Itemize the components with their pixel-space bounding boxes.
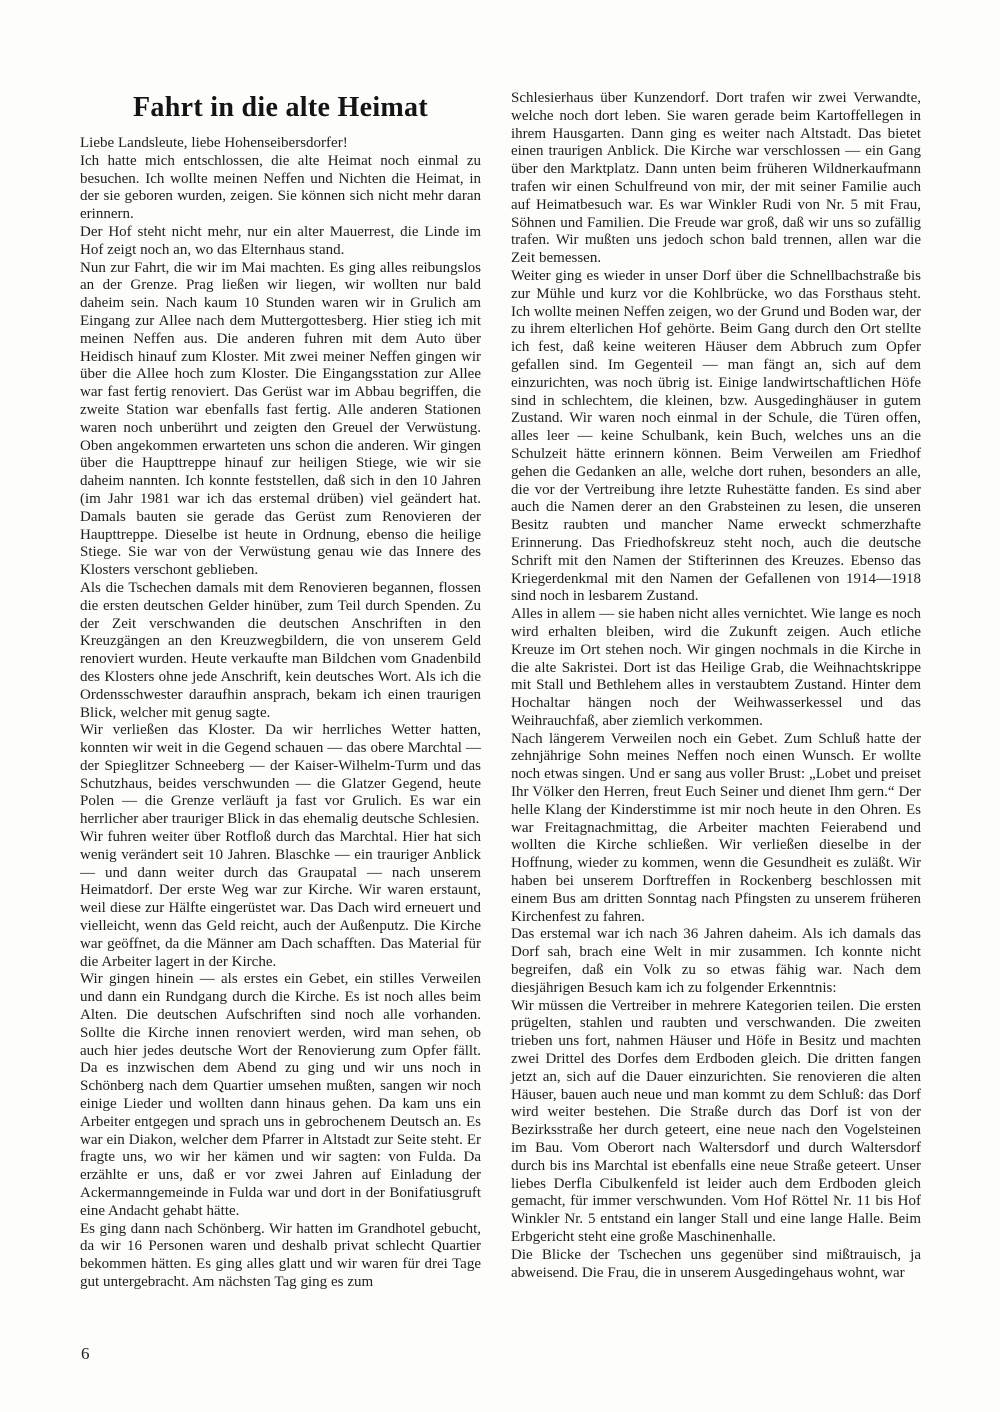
paragraph: Wir verließen das Kloster. Da wir herrliches Wetter hatten, konnten wir weit in die Gegend schauen — das obere Marchtal — der Spieglitzer Schneeberg — der Kaiser-Wilhelm-Turm und das Schutzhaus, beides verschwunden — die Glatzer Gegend, heute Polen — die Grenze verläuft ja fast vor Grulich. Es war ein herrlicher aber trauriger Blick in das ehemalig deutsche Schlesien. (80, 722, 481, 828)
paragraph: Wir fuhren weiter über Rotfloß durch das Marchtal. Hier hat sich wenig verändert seit 10 Jahren. Blaschke — ein trauriger Anblick — und dann weiter durch das Graupatal — nach unserem Heimatdorf. Der erste Weg war zur Kirche. Wir waren erstaunt, weil diese zur Hälfte eingerüstet war. Das Dach wird erneuert und vielleicht, wenn das Geld reicht, auch der Außenputz. Die Kirche war geöffnet, da die Männer am Dach schafften. Das Material für die Arbeiter lagert in der Kirche. (80, 829, 481, 970)
page-number: 6 (81, 1344, 90, 1363)
paragraph-salutation: Liebe Landsleute, liebe Hohenseibersdorfer! (80, 135, 348, 151)
paragraph: Nach längerem Verweilen noch ein Gebet. Zum Schluß hatte der zehnjährige Sohn meines Neffen noch einen Wunsch. Er wollte noch etwas singen. Und er sang aus voller Brust: „Lobet und preiset Ihr Völker den Herren, freut Euch Seiner und dienet Ihm gern.“ Der helle Klang der Kinderstimme ist mir noch heute in den Ohren. Es war Freitagnachmittag, die Arbeiter machten Feierabend und wollten die Kirche schließen. Wir verließen dieselbe in der Hoffnung, wieder zu kommen, wenn die Gesundheit es zuläßt. Wir haben bei unserem Dorftreffen in Rockenberg beschlossen mit einem Bus am dritten Sonntag nach Pfingsten zu unserem früheren Kirchenfest zu fahren. (511, 730, 921, 925)
article-title: Fahrt in die alte Heimat (133, 92, 428, 123)
paragraph: Nun zur Fahrt, die wir im Mai machten. Es ging alles reibungslos an der Grenze. Prag ließen wir liegen, wir wollten nur bald daheim sein. Nach kaum 10 Stunden waren wir in Grulich am Eingang zur Allee nach dem Muttergottesberg. Hier stieg ich mit meinen Neffen aus. Die anderen fuhren mit dem Auto über Heidisch hinauf zum Kloster. Mit zwei meiner Neffen gingen wir über die Allee hoch zum Kloster. Die Eingangsstation zur Allee war fast fertig renoviert. Das Gerüst war im Abbau begriffen, die zweite Station war ebenfalls fast fertig. Alle anderen Stationen waren noch unberührt und zeigten den Greuel der Verwüstung. Oben angekommen erwarteten uns schon die anderen. Wir gingen über die Haupttreppe hinauf zur heiligen Stiege, wie wir sie daheim nannten. Ich konnte feststellen, daß sich in den 10 Jahren (im Jahr 1981 war ich das erstemal drüben) viel geändert hat. Damals bauten sie gerade das Gerüst zum Renovieren der Haupttreppe. Dieselbe ist heute in Ordnung, ebenso die heilige Stiege. Sie war von der Verwüstung genau wie das Innere des Klosters verschont geblieben. (80, 259, 481, 579)
paragraph: Die Blicke der Tschechen uns gegenüber sind mißtrauisch, ja abweisend. Die Frau, die in unserem Ausgedingehaus wohnt, war (511, 1246, 921, 1281)
paragraph: Schlesierhaus über Kunzendorf. Dort trafen wir zwei Verwandte, welche noch dort leben. Sie waren gerade beim Kartoffellegen in ihrem Hausgarten. Dann ging es weiter nach Altstadt. Das bietet einen traurigen Anblick. Die Kirche war verschlossen — ein Gang über den Marktplatz. Dann unten beim früheren Wildnerkaufmann trafen wir einen Schulfreund von mir, der mit seiner Familie auch auf Heimatbesuch war. Es war Winkler Rudi von Nr. 5 mit Frau, Söhnen und Familien. Die Freude war groß, daß wir uns so zufällig trafen. Wir mußten uns jedoch schon bald trennen, allen war die Zeit bemessen. (511, 90, 921, 267)
paragraph: Alles in allem — sie haben nicht alles vernichtet. Wie lange es noch wird erhalten bleiben, wird die Zukunft zeigen. Auch etliche Kreuze im Ort stehen noch. Wir gingen nochmals in die Kirche in die alte Sakristei. Dort ist das Heilige Grab, die Weihnachtskrippe mit Stall und Bethlehem alles in verstaubtem Zustand. Hinter dem Hochaltar hängen noch der Weihwasserkessel und das Weihrauchfaß, aber ziemlich verkommen. (511, 606, 921, 729)
paragraph: Weiter ging es wieder in unser Dorf über die Schnellbachstraße bis zur Mühle und kurz vor die Kohlbrücke, wo das Forsthaus steht. Ich wollte meinen Neffen zeigen, wo der Grund und Boden war, der zu ihrem elterlichen Hof gehörte. Beim Gang durch den Ort stellte ich fest, daß keine weiteren Häuser dem Abbruch zum Opfer gefallen sind. Im Gegenteil — man fängt an, sich auf dem einzurichten, was noch übrig ist. Einige landwirtschaftlichen Höfe sind in schlechtem, die kleinen, bzw. Ausgedinghäuser in gutem Zustand. Wir waren noch einmal in der Schule, die Türen offen, alles leer — keine Schulbank, kein Buch, welches uns an die Schulzeit hätte erinnern können. Beim Verweilen am Friedhof gehen die Gedanken an alle, welche dort ruhen, besonders an alle, die vor der Vertreibung ihre letzte Ruhestätte fanden. Es sind aber auch die Namen derer an den Grabsteinen zu lesen, die unseren Besitz raubten und mancher Name erweckt schmerzhafte Erinnerung. Das Friedhofskreuz steht noch, auch die deutsche Schrift mit den Namen der Stifterinnen des Kreuzes. Ebenso das Kriegerdenkmal mit den Namen der Gefallenen von 1914—1918 sind noch in lesbarem Zustand. (511, 267, 921, 605)
paragraph: Das erstemal war ich nach 36 Jahren daheim. Als ich damals das Dorf sah, brach eine Welt in mir zusammen. Ich konnte nicht begreifen, daß ein Volk zu so etwas fähig war. Nach dem diesjährigen Besuch kam ich zu folgender Erkenntnis: (511, 926, 921, 996)
paragraph: Der Hof steht nicht mehr, nur ein alter Mauerrest, die Linde im Hof zeigt noch an, wo das Elternhaus stand. (80, 223, 481, 258)
right-column (511, 90, 921, 1282)
paragraph: Es ging dann nach Schönberg. Wir hatten im Grandhotel gebucht, da wir 16 Personen waren und deshalb privat schlecht Quartier bekommen hätten. Es ging alles glatt und wir waren für drei Tage gut untergebracht. Am nächsten Tag ging es zum (80, 1220, 481, 1290)
paragraph: Als die Tschechen damals mit dem Renovieren begannen, flossen die ersten deutschen Gelder hinüber, zum Teil durch Spenden. Zu der Zeit verschwanden die deutschen Anschriften in den Kreuzgängen an den Kreuzwegbildern, die von unserem Geld renoviert wurden. Heute verkaufte man Bildchen vom Gnadenbild des Klosters ohne jede Anschrift, kein deutsches Wort. Als ich die Ordensschwester daraufhin ansprach, bekam ich einen traurigen Blick, welcher mit genug sagte. (80, 579, 481, 721)
paragraph: Wir gingen hinein — als erstes ein Gebet, ein stilles Verweilen und dann ein Rundgang durch die Kirche. Es ist noch alles beim Alten. Die deutschen Aufschriften sind noch alle vorhanden. Sollte die Kirche innen renoviert werden, wird man sehen, ob auch hier jedes deutsche Wort der Renovierung zum Opfer fällt. Da es inzwischen dem Abend zu ging und wir uns noch in Schönberg nach dem Quartier umsehen mußten, sangen wir noch einige Lieder und wollten dann hinaus gehen. Da kam uns ein Arbeiter entgegen und sprach uns in gebrochenem Deutsch an. Es war ein Diakon, welcher dem Pfarrer in Altstadt zur Seite steht. Er fragte uns, wo wir her kämen und wir sagten: von Fulda. Da erzählte er uns, daß er vor zwei Jahren auf Einladung der Ackermanngemeinde in Fulda war und dort in der Bonifatiusgruft eine Andacht gehabt hätte. (80, 971, 481, 1219)
paragraph: Ich hatte mich entschlossen, die alte Heimat noch einmal zu besuchen. Ich wollte meinen Neffen und Nichten die Heimat, in der sie geboren wurden, zeigen. Sie können sich nicht mehr daran erinnern. (80, 152, 481, 223)
left-column (80, 92, 481, 1292)
paragraph: Wir müssen die Vertreiber in mehrere Kategorien teilen. Die ersten prügelten, stahlen und raubten und verschwanden. Die zweiten trieben uns fort, nahmen Häuser und Höfe in Besitz und machten zwei Drittel des Dorfes dem Erdboden gleich. Die dritten fangen jetzt an, sich auf die Dauer einzurichten. Sie renovieren die alten Häuser, bauen auch neue und man kommt zu dem Schluß: das Dorf wird weiter bestehen. Die Straße durch das Dorf ist von der Bezirksstraße her durch geteert, eine neue nach den Vogelsteinen im Bau. Vom Oberort nach Waltersdorf und durch Waltersdorf durch bis ins Marchtal ist ebenfalls eine neue Straße geteert. Unser liebes Derfla Cibulkenfeld ist leider auch dem Erdboden gleich gemacht, für immer verschwunden. Vom Hof Röttel Nr. 11 bis Hof Winkler Nr. 5 entstand ein langer Stall und eine lange Halle. Beim Erbgericht steht eine große Maschinenhalle. (511, 997, 921, 1245)
